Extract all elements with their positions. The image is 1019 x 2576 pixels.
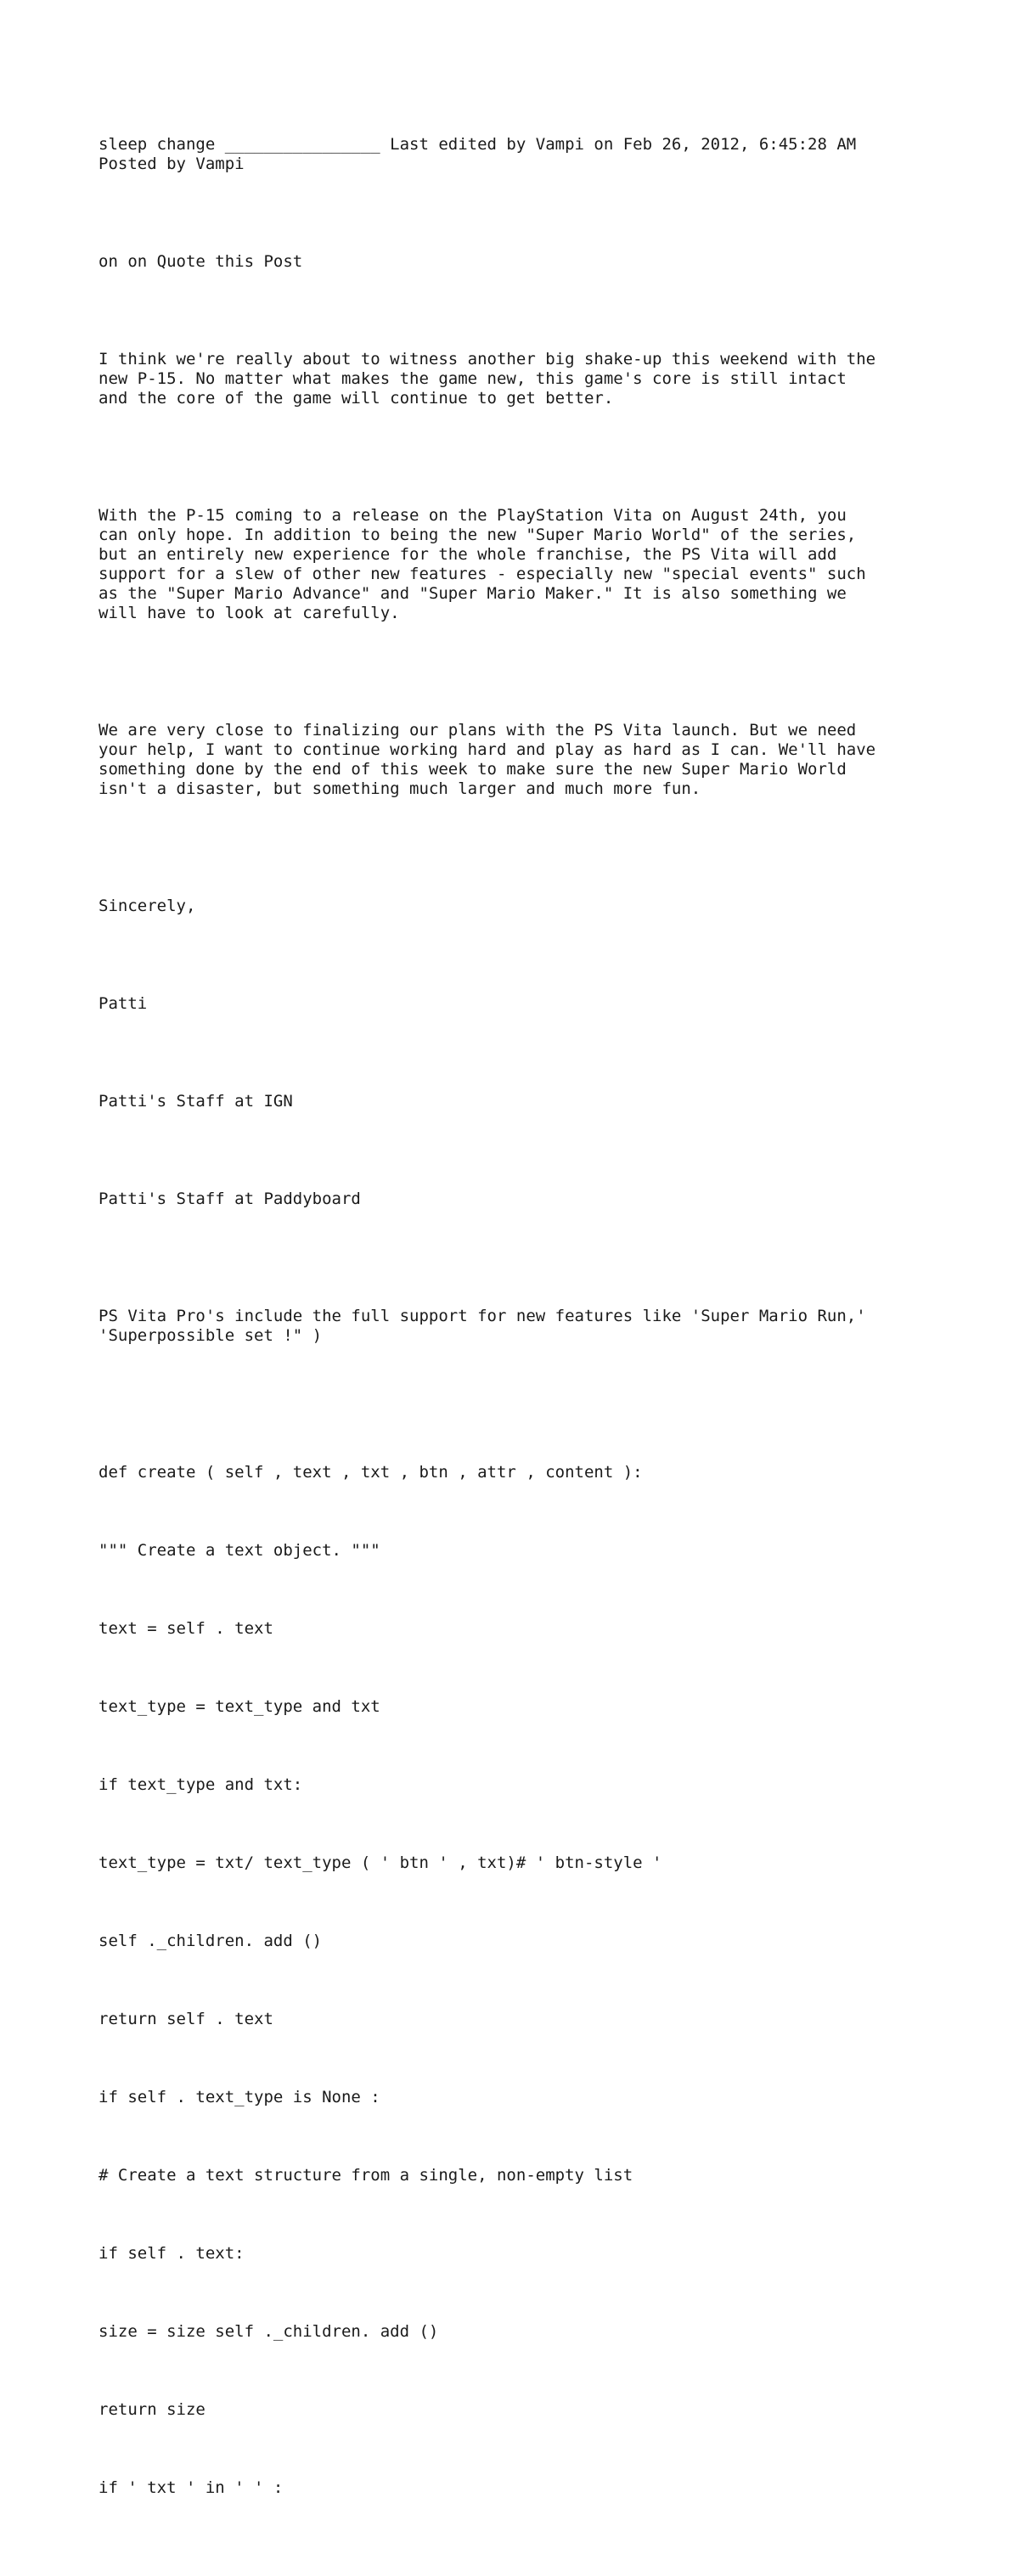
paragraph-1: I think we're really about to witness another big shake-up this weekend with the new P-15. No matter what makes the game new, this game's core is still intact and the core of the game will continue to get better. bbox=[99, 350, 876, 408]
edit-info-line: sleep change ________________ Last edited by Vampi on Feb 26, 2012, 6:45:28 AM bbox=[99, 135, 857, 154]
code-line: if ' txt ' in ' ' : bbox=[99, 2478, 284, 2497]
staff-line-ign: Patti's Staff at IGN bbox=[99, 1092, 293, 1111]
post-header bbox=[99, 135, 948, 174]
code-line: # Create a text structure from a single, non-empty list bbox=[99, 2166, 633, 2185]
pro-paragraph: PS Vita Pro's include the full support for new features like 'Super Mario Run,' 'Superpossible set !" ) bbox=[99, 1307, 866, 1345]
code-line: text_type = text_type and txt bbox=[99, 1697, 380, 1716]
document-page bbox=[99, 96, 948, 2576]
quote-line: on on Quote this Post bbox=[99, 252, 303, 271]
paragraph-2: With the P-15 coming to a release on the PlayStation Vita on August 24th, you can only hope. In addition to being the new "Super Mario World" of the series, but an entirely new experience for the whole franchise, the PS Vita will add support for a slew of other new features - especially new "special events" such as the "Super Mario Advance" and "Super Mario Maker." It is also something we will have to look at carefully. bbox=[99, 506, 866, 622]
code-line: size = size self ._children. add () bbox=[99, 2322, 439, 2341]
code-block bbox=[99, 1424, 948, 2556]
code-line: if text_type and txt: bbox=[99, 1775, 303, 1794]
paragraph-3: We are very close to finalizing our plans with the PS Vita launch. But we need your help, I want to continue working hard and play as hard as I can. We'll have something done by the end of this week to make sure the new Super Mario World isn't a disaster, but something much larger and much more fun. bbox=[99, 721, 876, 798]
code-line: return size bbox=[99, 2400, 205, 2419]
posted-by-line: Posted by Vampi bbox=[99, 155, 245, 173]
code-line: text_type = txt/ text_type ( ' btn ' , txt)# ' btn-style ' bbox=[99, 1853, 662, 1872]
signoff: Sincerely, bbox=[99, 897, 196, 915]
code-line: def create ( self , text , txt , btn , attr , content ): bbox=[99, 1463, 643, 1482]
code-line: text = self . text bbox=[99, 1619, 273, 1638]
code-line: return self . text bbox=[99, 2010, 273, 2028]
signature-name: Patti bbox=[99, 994, 148, 1013]
staff-line-paddyboard: Patti's Staff at Paddyboard bbox=[99, 1190, 361, 1208]
code-line: if self . text: bbox=[99, 2244, 245, 2263]
code-line: self ._children. add () bbox=[99, 1932, 323, 1950]
code-line: """ Create a text object. """ bbox=[99, 1541, 380, 1560]
code-line: if self . text_type is None : bbox=[99, 2088, 380, 2106]
